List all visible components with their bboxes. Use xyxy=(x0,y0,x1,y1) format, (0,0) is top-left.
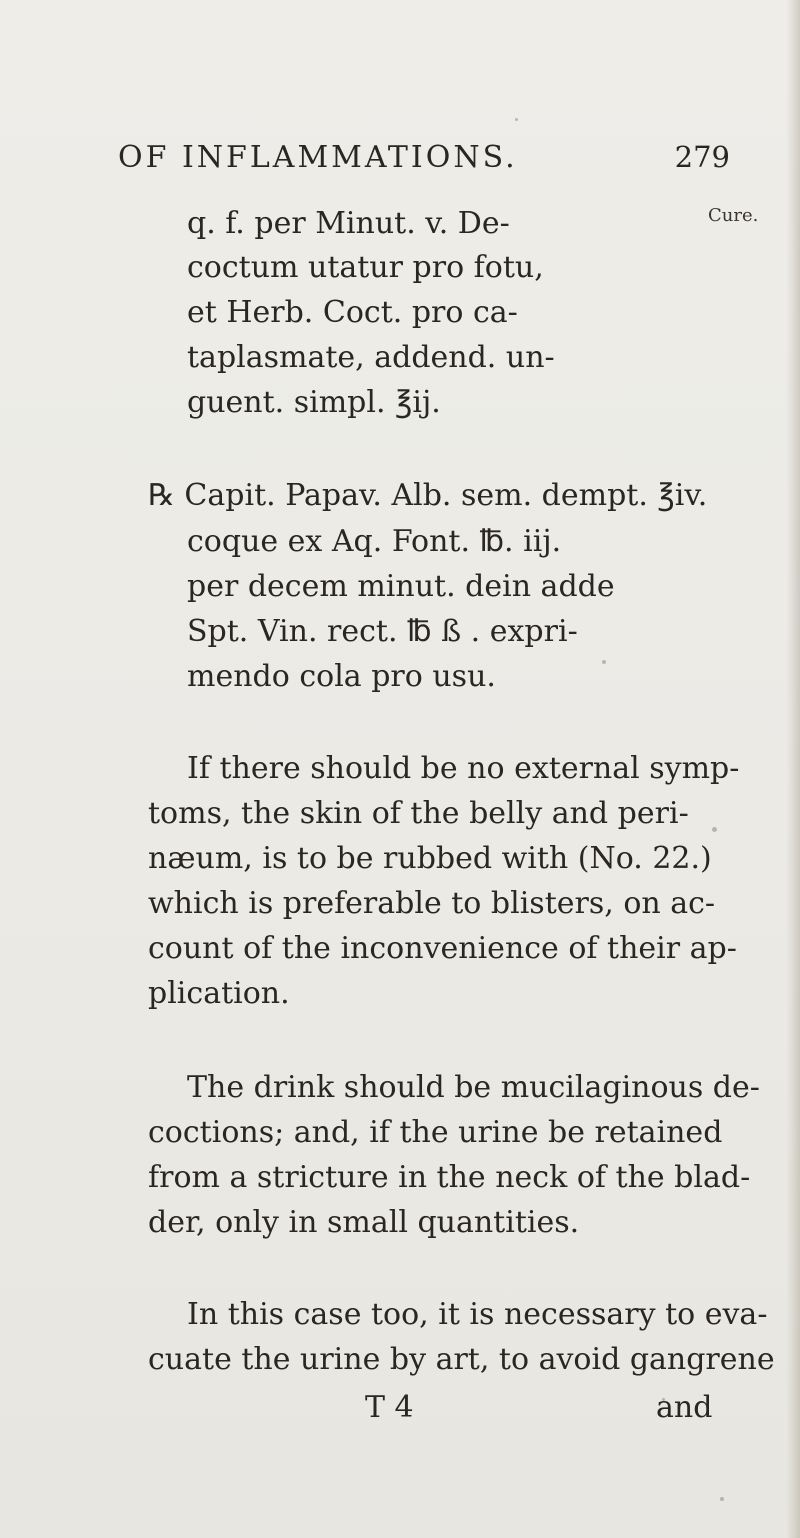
prescription-line: per decem minut. dein adde xyxy=(187,569,615,604)
paragraph-line: The drink should be mucilaginous de- xyxy=(187,1070,760,1105)
paragraph-line: which is preferable to blisters, on ac- xyxy=(148,886,716,921)
paper-speck xyxy=(515,118,518,121)
paragraph-line: toms, the skin of the belly and peri- xyxy=(148,796,689,831)
catchword: and xyxy=(656,1390,713,1425)
paragraph-line: coctions; and, if the urine be retained xyxy=(148,1115,723,1150)
intro-line: taplasmate, addend. un- xyxy=(187,340,555,375)
intro-line: q. f. per Minut. v. De- xyxy=(187,206,510,241)
marginal-note: Cure. xyxy=(708,205,759,226)
paragraph-line: næum, is to be rubbed with (No. 22.) xyxy=(148,841,712,876)
intro-line: guent. simpl. ℥ij. xyxy=(187,385,441,420)
page-number: 279 xyxy=(674,140,730,174)
running-head: OF INFLAMMATIONS. xyxy=(118,140,518,175)
paragraph-line: If there should be no external symp- xyxy=(187,751,740,786)
paper-speck xyxy=(602,660,606,664)
prescription-line: mendo cola pro usu. xyxy=(187,659,496,694)
paper-speck xyxy=(662,1398,665,1401)
page-edge-shadow xyxy=(786,0,800,1538)
paragraph-line: from a stricture in the neck of the blad- xyxy=(148,1160,751,1195)
prescription-line: Spt. Vin. rect. ℔ ß . expri- xyxy=(187,614,578,649)
paragraph-line: plication. xyxy=(148,976,290,1011)
intro-line: et Herb. Coct. pro ca- xyxy=(187,295,518,330)
paragraph-line: cuate the urine by art, to avoid gangrene xyxy=(148,1342,775,1377)
prescription-line: ℞ Capit. Papav. Alb. sem. dempt. ℥iv. xyxy=(148,478,708,513)
page-header xyxy=(118,140,730,188)
intro-line: coctum utatur pro fotu, xyxy=(187,250,544,285)
paragraph-line: In this case too, it is necessary to eva- xyxy=(187,1297,768,1332)
paper-speck xyxy=(712,827,717,832)
prescription-line: coque ex Aq. Font. ℔. iij. xyxy=(187,524,562,559)
paragraph-line: count of the inconvenience of their ap- xyxy=(148,931,737,966)
paper-speck xyxy=(720,1497,724,1501)
paragraph-line: der, only in small quantities. xyxy=(148,1205,580,1240)
signature-mark: T 4 xyxy=(365,1390,414,1425)
